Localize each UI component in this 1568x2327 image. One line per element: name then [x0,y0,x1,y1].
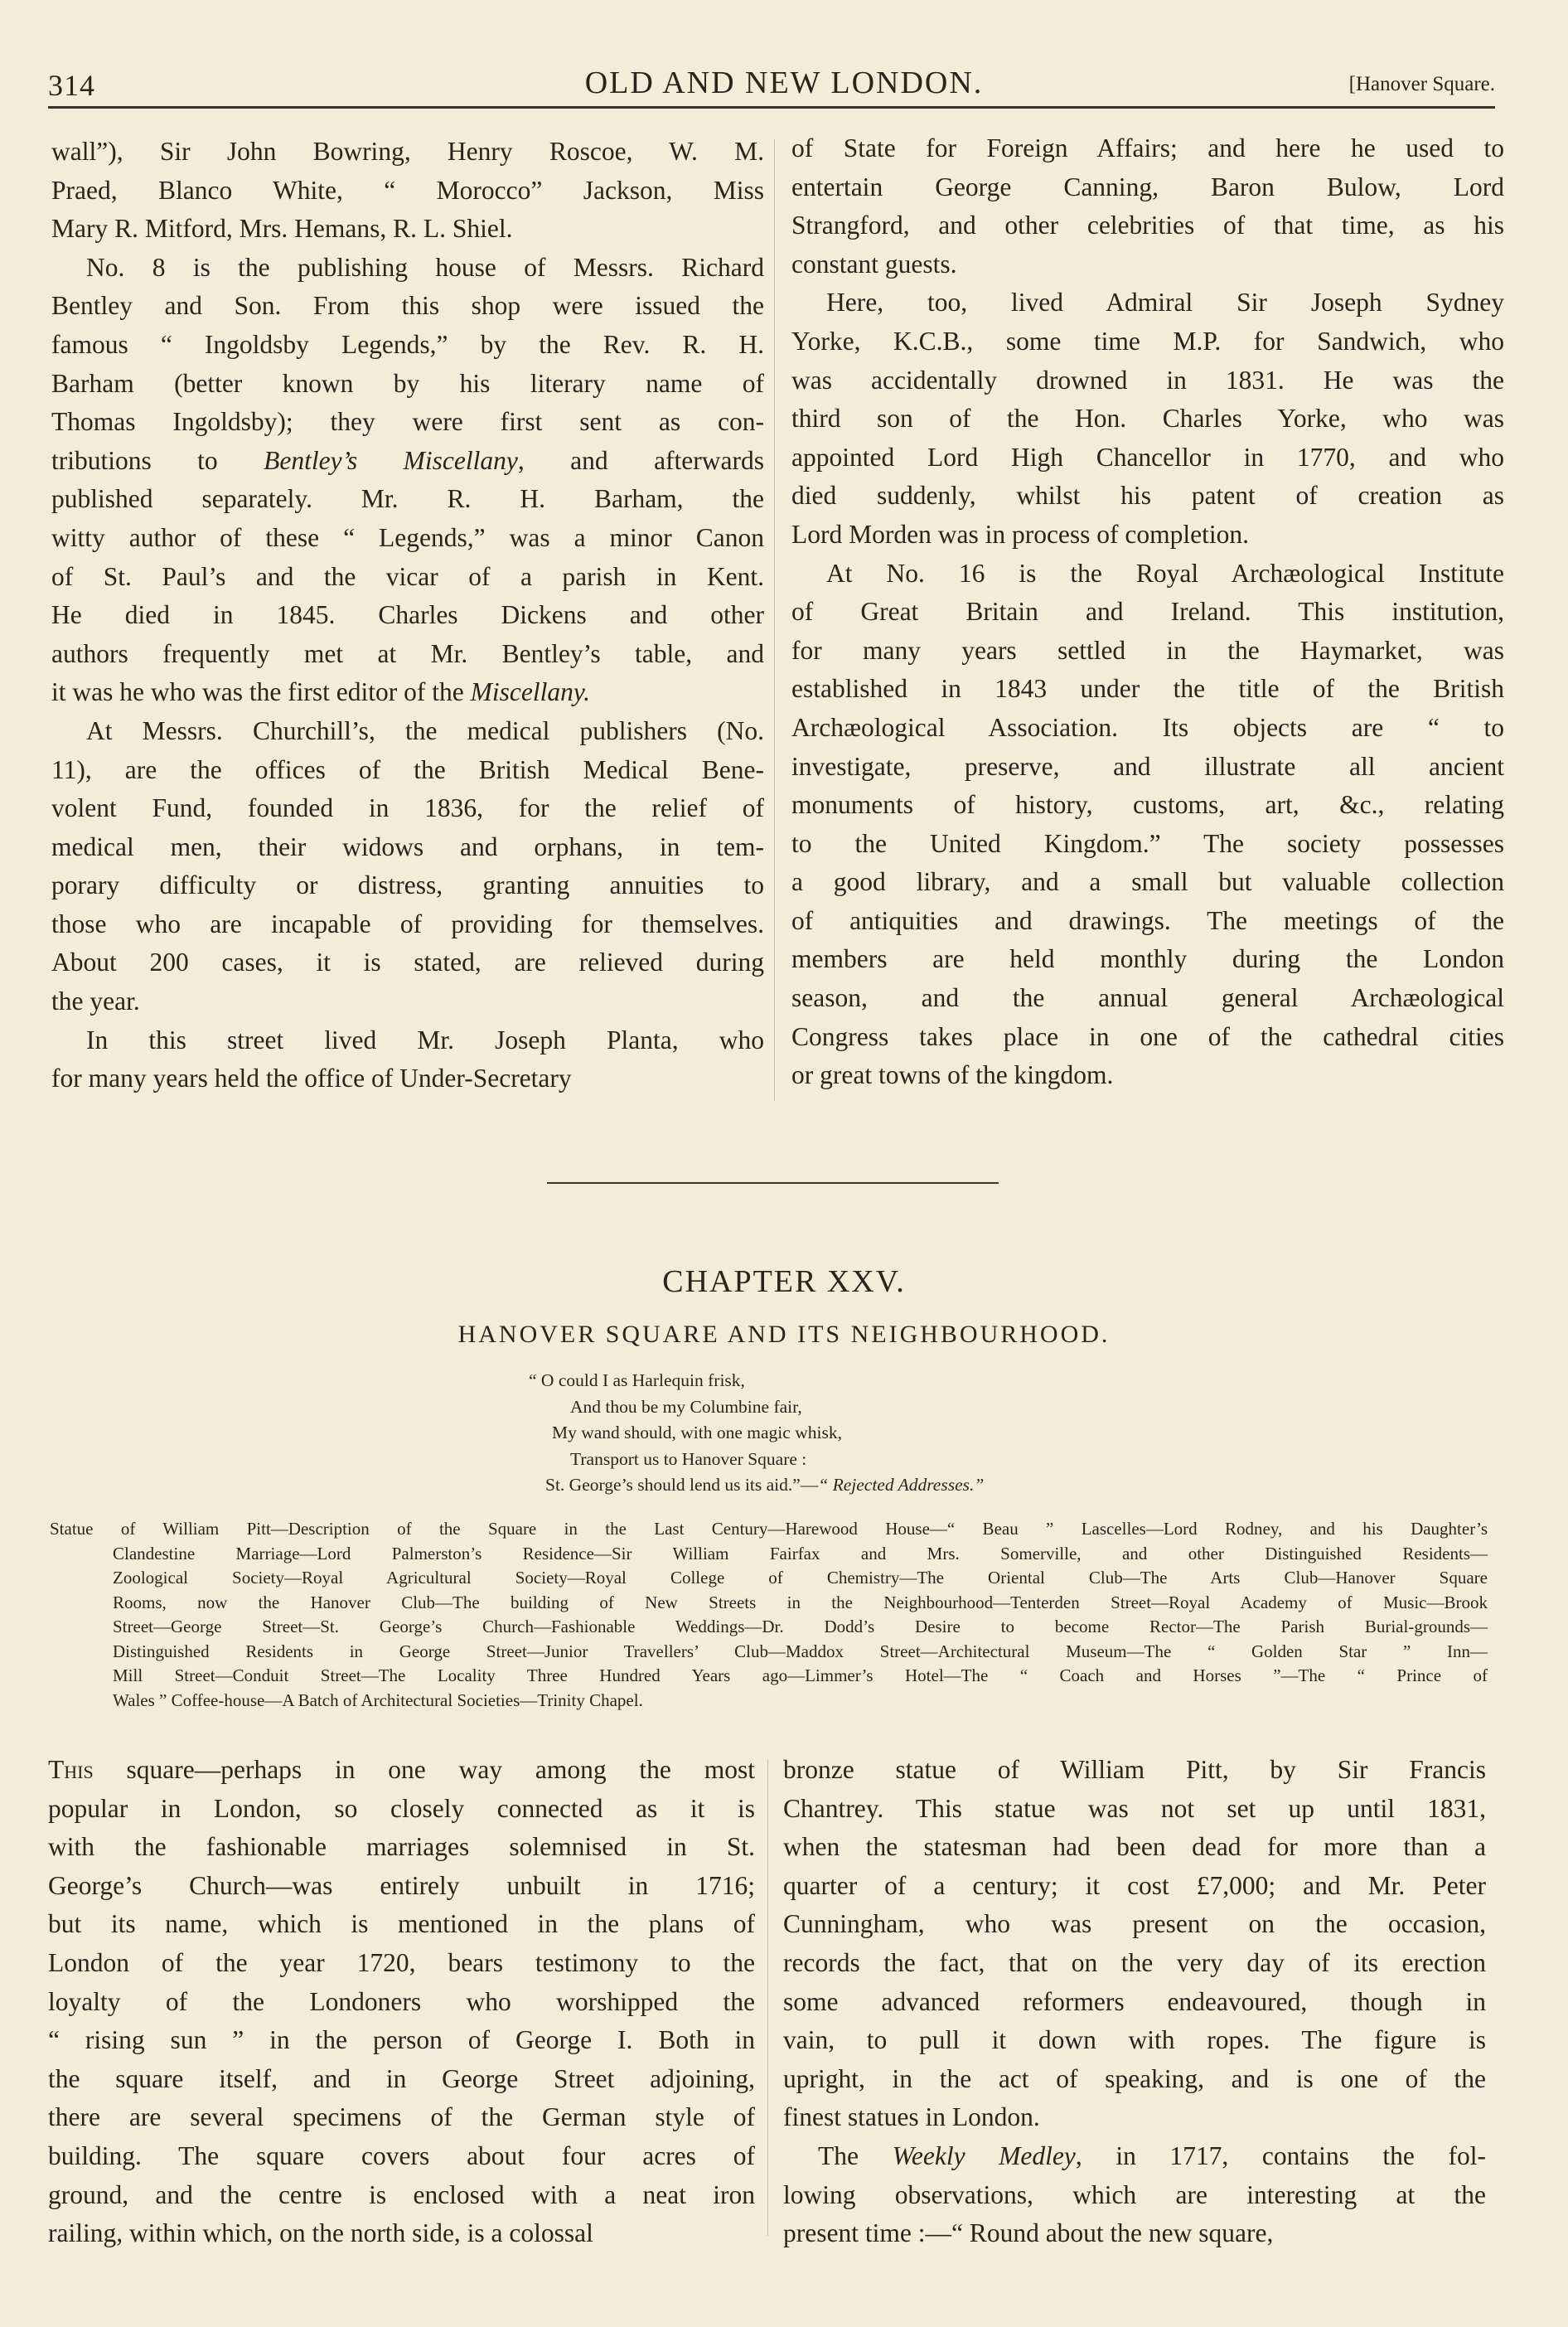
text-line: members are held monthly during the London [791,944,1504,974]
text-line: published separately. Mr. R. H. Barham, the [51,484,764,514]
chapter-number: CHAPTER XXV. [662,1264,906,1299]
text-line: Praed, Blanco White, “ Morocco” Jackson, Miss [51,175,764,205]
epigraph-line: Transport us to Hanover Square : [570,1448,807,1469]
text-line: but its name, which is mentioned in the plans of [48,1909,755,1939]
synopsis-line: Distinguished Residents in George Street—Junior Travellers’ Club—Maddox Street—Architectural Museum—The “ Golden Star ” Inn— [113,1641,1488,1661]
synopsis-line: Wales ” Coffee-house—A Batch of Architectural Societies—Trinity Chapel. [113,1689,643,1710]
text-line: vain, to pull it down with ropes. The figure is [783,2025,1486,2055]
text-line: Yorke, K.C.B., some time M.P. for Sandwich, who [791,326,1504,356]
small-caps-opening: This [48,1755,94,1784]
text-line: tributions to Bentley’s Miscellany, and afterwards [51,445,764,475]
running-title: OLD AND NEW LONDON. [584,65,984,100]
text-line: Cunningham, who was present on the occasion, [783,1909,1486,1939]
text-line: those who are incapable of providing for themselves. [51,909,764,938]
epigraph-line: “ O could I as Harlequin frisk, [529,1370,745,1390]
text-line: of State for Foreign Affairs; and here he used to [791,133,1504,162]
text-line: entertain George Canning, Baron Bulow, Lord [791,172,1504,201]
text-line: or great towns of the kingdom. [791,1060,1114,1090]
text-line: there are several specimens of the German style of [48,2102,755,2132]
text-line: Archæological Association. Its objects are “ to [791,712,1504,742]
text-line: authors frequently met at Mr. Bentley’s table, and [51,638,764,668]
text-line: constant guests. [791,249,957,279]
text-line: 11), are the offices of the British Medical Bene- [51,754,764,784]
synopsis-line: Mill Street—Conduit Street—The Locality Three Hundred Years ago—Limmer’s Hotel—The “ Coach and Horses ”—The “ Prince of [113,1665,1488,1685]
column-divider [767,1759,768,2236]
text-line: building. The square covers about four acres of [48,2140,755,2170]
text-line: lowing observations, which are interesting at the [783,2179,1486,2209]
text-line: medical men, their widows and orphans, in tem- [51,831,764,861]
italic-title: Miscellany. [470,677,590,707]
text-line: Thomas Ingoldsby); they were first sent as con- [51,407,764,437]
section-separator [547,1182,999,1184]
bottom-right-column [783,1751,1486,2253]
text-line: railing, within which, on the north side, is a colossal [48,2218,593,2248]
text-line: died suddenly, whilst his patent of creation as [791,481,1504,511]
text-line: This square—perhaps in one way among the most [48,1755,755,1784]
text-line: some advanced reformers endeavoured, though in [783,1986,1486,2016]
text-line: George’s Church—was entirely unbuilt in 1716; [48,1870,755,1900]
synopsis-line: Street—George Street—St. George’s Church—Fashionable Weddings—Dr. Dodd’s Desire to become Rector—The Parish Burial-grounds— [113,1617,1488,1636]
text-line: a good library, and a small but valuable collection [791,867,1504,897]
text-line: investigate, preserve, and illustrate all ancient [791,751,1504,781]
epigraph-source: “ Rejected Addresses.” [818,1475,985,1495]
text-line: when the statesman had been dead for more than a [783,1832,1486,1862]
italic-title: Bentley’s Miscellany [264,445,518,475]
text-line: “ rising sun ” in the person of George I. Both in [48,2025,755,2055]
text-line: monuments of history, customs, art, &c., relating [791,790,1504,820]
top-right-column [791,129,1504,1095]
text-line: appointed Lord High Chancellor in 1770, and who [791,442,1504,472]
text-line: the square itself, and in George Street adjoining, [48,2063,755,2093]
text-line: Here, too, lived Admiral Sir Joseph Sydney [826,288,1504,318]
text-line: records the fact, that on the very day of its erection [783,1947,1486,1977]
text-line: present time :—“ Round about the new square, [783,2218,1274,2248]
text-line: porary difficulty or distress, granting annuities to [51,870,764,900]
column-divider [774,139,775,1101]
text-line: famous “ Ingoldsby Legends,” by the Rev. R. H. [51,329,764,359]
text-line: Lord Morden was in process of completion. [791,519,1250,549]
chapter-title: HANOVER SQUARE AND ITS NEIGHBOURHOOD. [457,1321,1111,1348]
text-line: London of the year 1720, bears testimony to the [48,1947,755,1977]
synopsis-line: Statue of William Pitt—Description of the Square in the Last Century—Harewood House—“ Beau ” Lascelles—Lord Rodney, and his Daughter’s [50,1519,1488,1539]
chapter-synopsis [50,1517,1488,1713]
top-left-column [51,133,764,1098]
synopsis-line: Rooms, now the Hanover Club—The building of New Streets in the Neighbourhood—Tenterden Street—Royal Academy of Music—Brook [113,1592,1488,1612]
text-line: Barham (better known by his literary name of [51,368,764,398]
text-line: Bentley and Son. From this shop were issued the [51,291,764,321]
text-line: Mary R. Mitford, Mrs. Hemans, R. L. Shiel. [51,214,513,244]
text-line: it was he who was the first editor of the Miscellany. [51,677,590,707]
text-line: for many years settled in the Haymarket, was [791,635,1504,665]
text-line: Strangford, and other celebrities of that time, as his [791,211,1504,240]
header-rule [48,106,1495,109]
text-line: volent Fund, founded in 1836, for the relief of [51,793,764,823]
text-line: ground, and the centre is enclosed with a neat iron [48,2179,755,2209]
text-line: with the fashionable marriages solemnised in St. [48,1832,755,1862]
synopsis-line: Clandestine Marriage—Lord Palmerston’s Residence—Sir William Fairfax and Mrs. Somerville, and other Distinguished Residents— [113,1543,1488,1563]
italic-title: Weekly Medley [892,2140,1076,2170]
text-line: established in 1843 under the title of the British [791,674,1504,704]
text-line: of Great Britain and Ireland. This institution, [791,597,1504,627]
epigraph-line: And thou be my Columbine fair, [570,1396,802,1417]
text-line: upright, in the act of speaking, and is one of the [783,2063,1486,2093]
text-line: the year. [51,987,140,1016]
synopsis-line: Zoological Society—Royal Agricultural Society—Royal College of Chemistry—The Oriental Club—The Arts Club—Hanover Square [113,1568,1488,1588]
text-line: He died in 1845. Charles Dickens and other [51,600,764,630]
text-line: of antiquities and drawings. The meetings of the [791,905,1504,935]
text-line: No. 8 is the publishing house of Messrs. Richard [86,252,764,282]
text-line: wall”), Sir John Bowring, Henry Roscoe, W. M. [51,137,764,166]
text-line: was accidentally drowned in 1831. He was the [791,365,1504,395]
text-line: At No. 16 is the Royal Archæological Institute [826,558,1504,588]
text-line: witty author of these “ Legends,” was a minor Canon [51,522,764,552]
text-line: About 200 cases, it is stated, are relieved during [51,948,764,977]
text-line: The Weekly Medley, in 1717, contains the fol- [818,2140,1486,2170]
text-line: season, and the annual general Archæological [791,983,1504,1013]
text-line: finest statues in London. [783,2102,1040,2132]
epigraph-line: St. George’s should lend us its aid.”— [545,1475,819,1495]
running-section: [Hanover Square. [1348,73,1495,95]
bottom-left-column [48,1751,755,2253]
text-line: In this street lived Mr. Joseph Planta, who [86,1025,764,1054]
epigraph [529,1368,984,1499]
epigraph-line: My wand should, with one magic whisk, [552,1423,842,1442]
text-line: third son of the Hon. Charles Yorke, who was [791,404,1504,434]
page-number: 314 [48,69,95,102]
epigraph-line-with-source [545,1472,984,1499]
text-line: quarter of a century; it cost £7,000; and Mr. Peter [783,1870,1486,1900]
text-line: for many years held the office of Under-Secretary [51,1064,572,1093]
text-line: to the United Kingdom.” The society possesses [791,828,1504,858]
text-line: popular in London, so closely connected as it is [48,1793,755,1823]
text-line: bronze statue of William Pitt, by Sir Francis [783,1755,1486,1784]
text-line: loyalty of the Londoners who worshipped the [48,1986,755,2016]
text-line: Chantrey. This statue was not set up until 1831, [783,1793,1486,1823]
text-line: At Messrs. Churchill’s, the medical publishers (No. [86,715,764,745]
text-line: Congress takes place in one of the cathedral cities [791,1021,1504,1051]
text-line: of St. Paul’s and the vicar of a parish in Kent. [51,561,764,591]
